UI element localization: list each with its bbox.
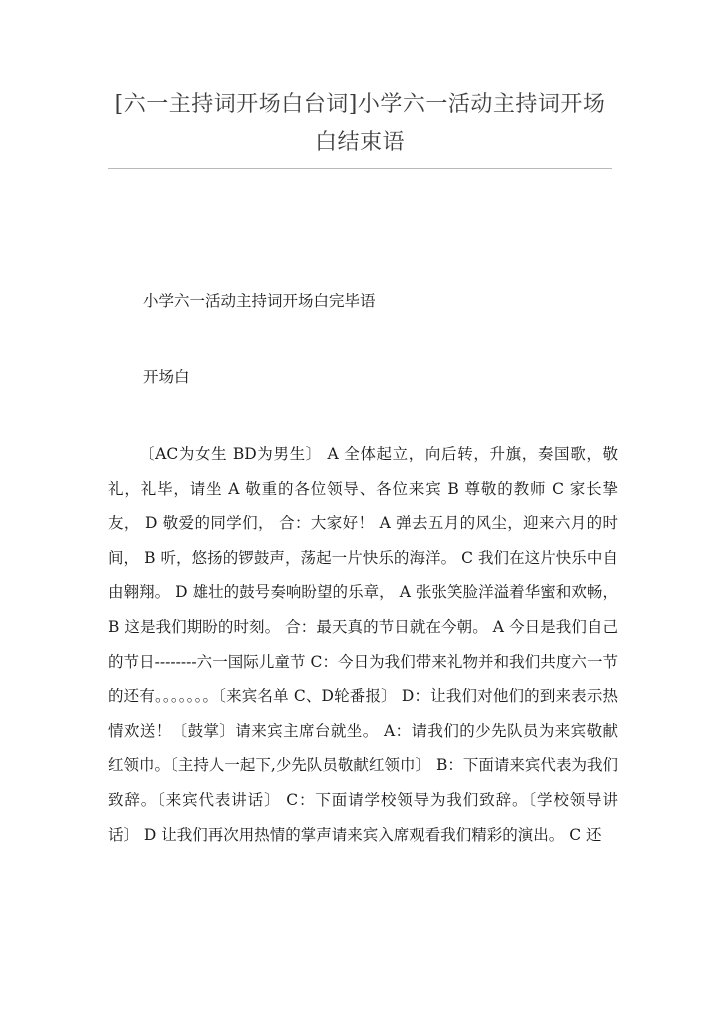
section-heading: 小学六一活动主持词开场白完毕语 [143,292,376,310]
title-divider [108,168,612,169]
body-paragraph: 〔AC为女生 BD为男生〕 A 全体起立，向后转，升旗，奏国歌，敬礼，礼毕，请坐 A 敬重的各位领导、各位来宾 B 尊敬的教师 C 家长挚友， D 敬爱的同学们， 合：大家好！ A 弹去五月的风尘，迎来六月的时间， B 听，悠扬的锣鼓声，荡起一片快乐的海洋。 C 我们在这片快乐中自由翱翔。 D 雄壮的鼓号奏响盼望的乐章， A 张张笑脸洋溢着华蜜和欢畅， B 这是我们期盼的时刻。 合：最天真的节日就在今朝。 A 今日是我们自己的节日--------六一国际儿童节 C：今日为我们带来礼物并和我们共度六一节的还有。。。。。。。〔来宾名单 C、D轮番报〕 D：让我们对他们的到来表示热情欢送！〔鼓掌〕请来宾主席台就坐。 A：请我们的少先队员为来宾敬献红领巾。〔主持人一起下,少先队员敬献红领巾〕 B：下面请来宾代表为我们致辞。〔来宾代表讲话〕 C：下面请学校领导为我们致辞。〔学校领导讲话〕 D 让我们再次用热情的掌声请来宾入席观看我们精彩的演出。 C 还 [108,445,618,844]
document-title: [六一主持词开场白台词]小学六一活动主持词开场白结束语 [114,92,606,155]
subsection-label: 开场白 [143,368,190,386]
